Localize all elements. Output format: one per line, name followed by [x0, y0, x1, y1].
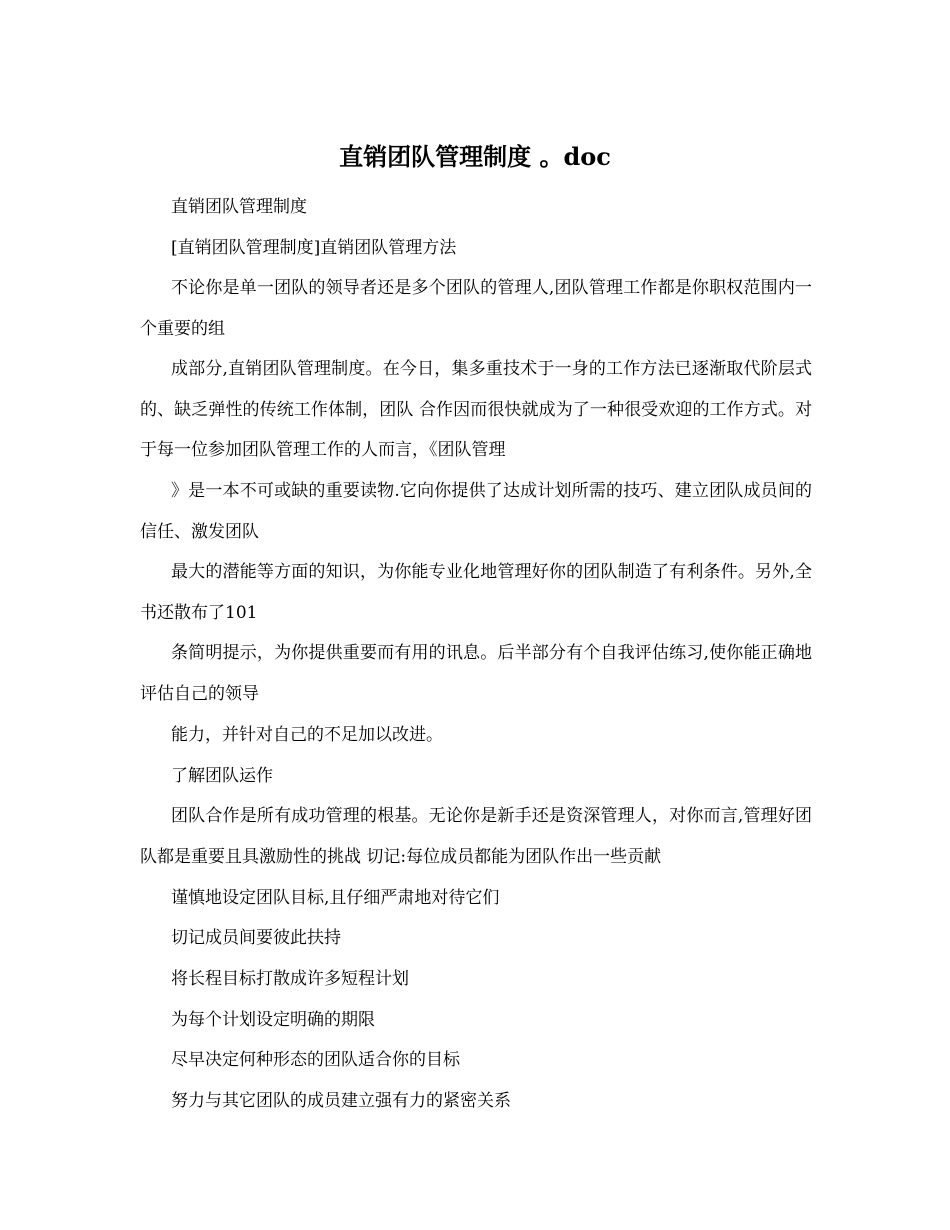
- list-item-5: 尽早决定何种形态的团队适合你的目标: [171, 1050, 460, 1070]
- paragraph-6: 最大的潜能等方面的知识，为你能专业化地管理好你的团队制造了有利条件。另外,全书还散布了101: [140, 562, 812, 623]
- paragraph-10: 团队合作是所有成功管理的根基。无论你是新手还是资深管理人，对你而言,管理好团队都是重要且具激励性的挑战 切记:每位成员都能为团队作出一些贡献: [140, 806, 812, 867]
- list-item-2: 切记成员间要彼此扶持: [171, 928, 341, 948]
- list-item-3: 将长程目标打散成许多短程计划: [171, 969, 409, 989]
- paragraph-9: 了解团队运作: [171, 766, 273, 786]
- list-item-6: 努力与其它团队的成员建立强有力的紧密关系: [171, 1091, 511, 1111]
- document-title: 直销团队管理制度 。doc: [339, 142, 611, 171]
- paragraph-5: 》是一本不可或缺的重要读物.它向你提供了达成计划所需的技巧、建立团队成员间的信任、激发团队: [140, 481, 812, 542]
- paragraph-8: 能力，并针对自己的不足加以改进。: [171, 725, 443, 745]
- paragraph-3: 不论你是单一团队的领导者还是多个团队的管理人,团队管理工作都是你职权范围内一个重要的组: [140, 278, 812, 339]
- paragraph-7: 条简明提示，为你提供重要而有用的讯息。后半部分有个自我评估练习,使你能正确地评估自己的领导: [140, 643, 812, 704]
- paragraph-1: 直销团队管理制度: [171, 197, 307, 217]
- paragraph-4: 成部分,直销团队管理制度。在今日，集多重技术于一身的工作方法已逐渐取代阶层式的、缺乏弹性的传统工作体制，团队 合作因而很快就成为了一种很受欢迎的工作方式。对于每一位参加团队管理工作的人而言，《团队管理: [140, 359, 812, 460]
- list-item-4: 为每个计划设定明确的期限: [171, 1010, 375, 1030]
- list-item-1: 谨慎地设定团队目标,且仔细严肃地对待它们: [171, 888, 500, 908]
- paragraph-2: [直销团队管理制度]直销团队管理方法: [171, 238, 457, 258]
